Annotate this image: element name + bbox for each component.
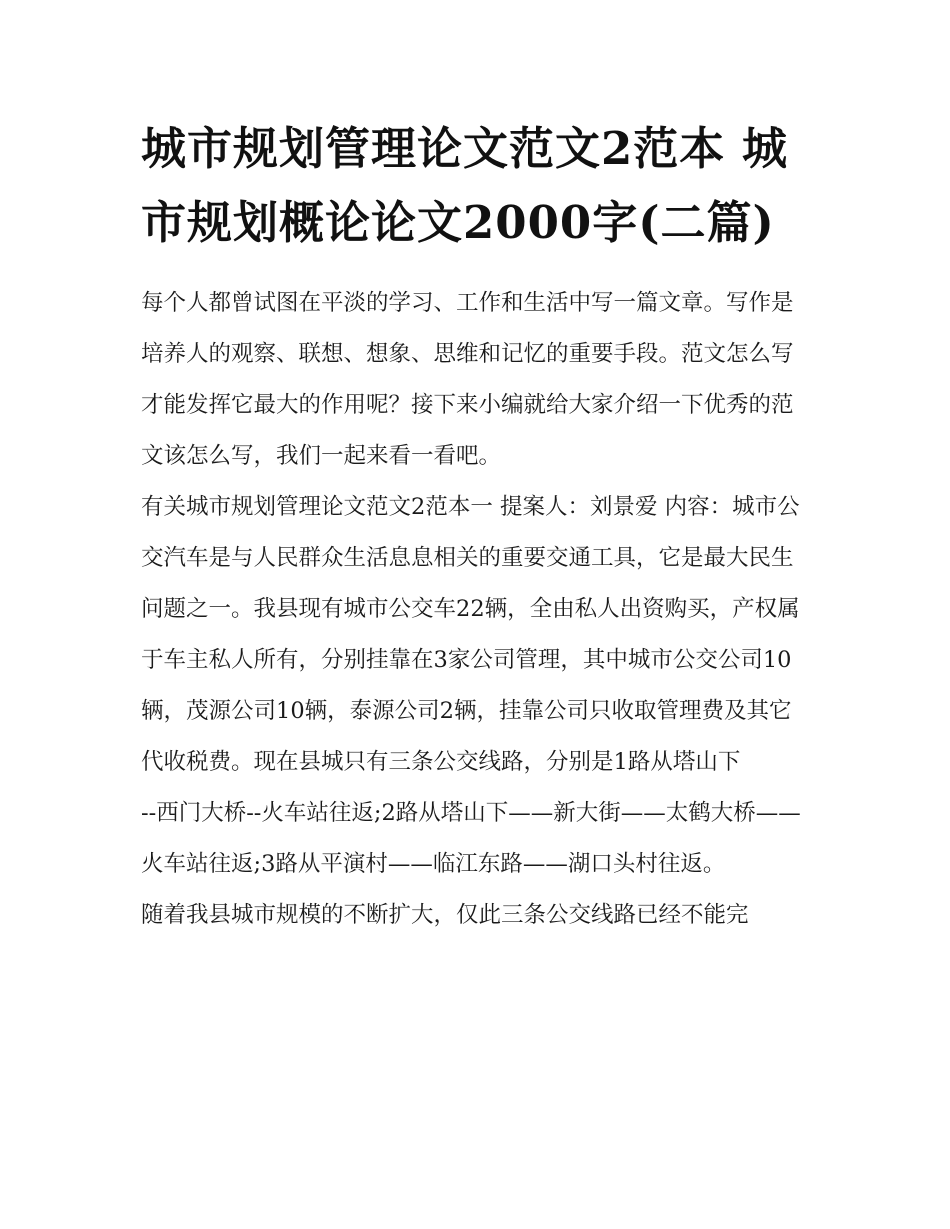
intro-paragraph: 每个人都曾试图在平淡的学习、工作和生活中写一篇文章。写作是培养人的观察、联想、想象、思维和记忆的重要手段。范文怎么写才能发挥它最大的作用呢？接下来小编就给大家介绍一下优秀的范文该怎么写，我们一起来看一看吧。 [141,290,794,469]
document-page [141,112,813,941]
document-title: 城市规划管理论文范文2范本 城市规划概论论文2000字(二篇) [141,122,788,249]
expansion-paragraph: 随着我县城市规模的不断扩大，仅此三条公交线路已经不能完 [141,902,749,928]
proposal-paragraph: 有关城市规划管理论文范文2范本一 提案人：刘景爱 内容：城市公交汽车是与人民群众生活息息相关的重要交通工具，它是最大民生问题之一。我县现有城市公交车22辆，全由私人出资购买，产权属于车主私人所有，分别挂靠在3家公司管理，其中城市公交公司10辆，茂源公司10辆，泰源公司2辆，挂靠公司只收取管理费及其它代收税费。现在县城只有三条公交线路，分别是1路从塔山下 [141,494,800,775]
bus-routes-paragraph: --西门大桥--火车站往返;2路从塔山下——新大街——太鹤大桥——火车站往返;3路从平演村——临江东路——湖口头村往返。 [141,800,801,877]
